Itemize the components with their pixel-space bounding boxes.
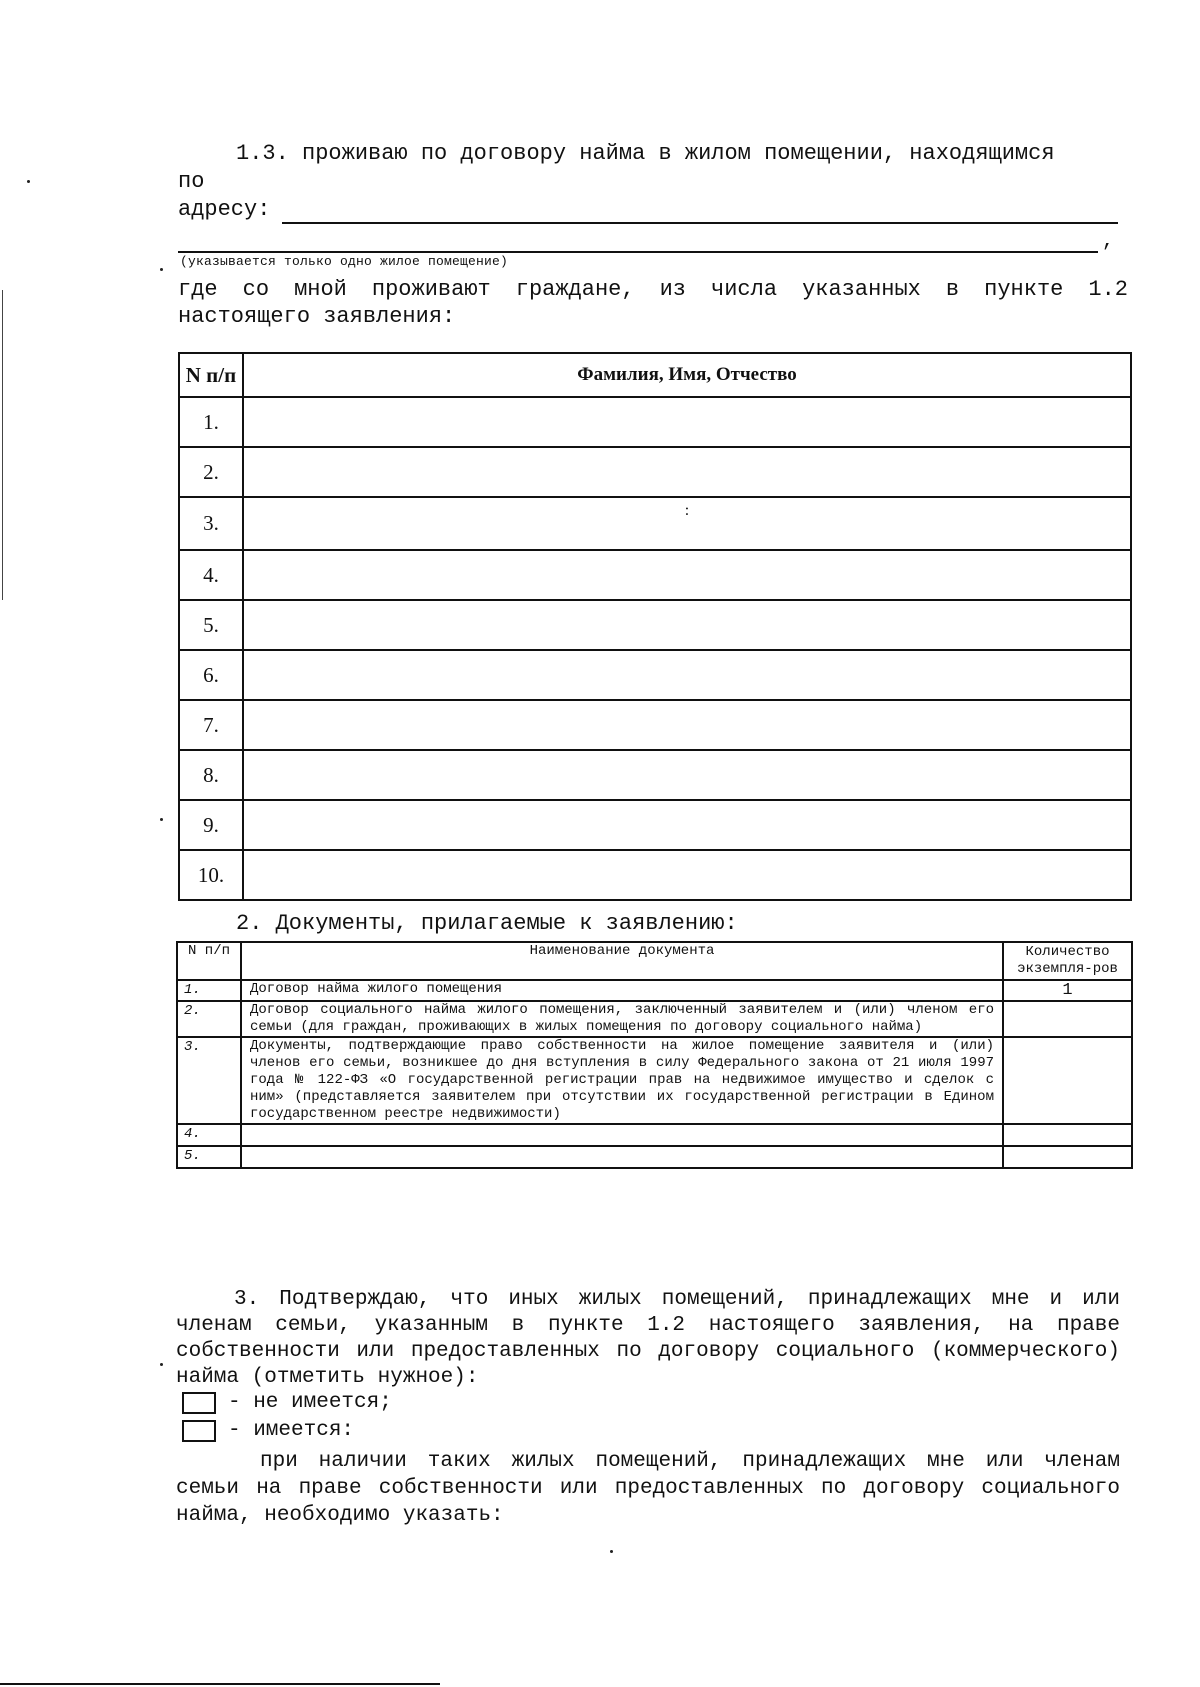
table-row (179, 850, 1131, 900)
name-cell[interactable] (243, 550, 1131, 600)
address-line-2[interactable] (178, 251, 1098, 253)
scan-edge-line (2, 290, 3, 600)
doc-qty[interactable] (1003, 1124, 1132, 1146)
name-cell[interactable] (243, 850, 1131, 900)
section-1-3-text (178, 140, 1128, 224)
row-number: 1. (179, 397, 243, 447)
table-row (177, 980, 1132, 1001)
doc-qty[interactable] (1003, 1146, 1132, 1168)
doc-name: Договор социального найма жилого помещения, заключенный заявителем и (или) членом его семьи (для граждан, проживающих в жилых помещения по договору социального найма) (241, 1001, 1003, 1037)
doc-number: 4. (177, 1124, 241, 1146)
doc-number: 2. (177, 1001, 241, 1037)
table-row (179, 447, 1131, 497)
option-none-checkbox[interactable] (182, 1392, 216, 1414)
name-cell[interactable] (243, 800, 1131, 850)
section-3-text (176, 1287, 1120, 1391)
table-row (179, 397, 1131, 447)
table-row (179, 550, 1131, 600)
residents-intro: где со мной проживают граждане, из числа указанных в пункте 1.2 настоящего заявления: (178, 277, 1128, 329)
residents-header-row (179, 353, 1131, 397)
row-number: 7. (179, 700, 243, 750)
table-row (179, 600, 1131, 650)
address-label: адресу: (178, 197, 271, 222)
table-row (179, 750, 1131, 800)
row-number: 8. (179, 750, 243, 800)
row-number: 6. (179, 650, 243, 700)
doc-qty[interactable] (1003, 1001, 1132, 1037)
doc-name: Договор найма жилого помещения (241, 980, 1003, 1001)
option-has-row (182, 1419, 354, 1442)
name-cell[interactable] (243, 600, 1131, 650)
address-comma: , (1102, 230, 1115, 253)
name-cell[interactable] (243, 700, 1131, 750)
address-line-1[interactable] (282, 222, 1118, 224)
residents-table (178, 352, 1132, 901)
section-3-note (176, 1448, 1120, 1529)
name-cell[interactable] (243, 397, 1131, 447)
table-row (179, 700, 1131, 750)
address-hint: (указывается только одно жилое помещение) (180, 254, 509, 269)
scan-dot (160, 268, 163, 271)
documents-col-qty: Количество экземпля-ров (1003, 942, 1132, 980)
name-cell[interactable] (243, 650, 1131, 700)
scan-dot (610, 1550, 613, 1553)
doc-number: 5. (177, 1146, 241, 1168)
row-number: 2. (179, 447, 243, 497)
table-row (177, 1124, 1132, 1146)
table-row (177, 1001, 1132, 1037)
row-number: 5. (179, 600, 243, 650)
scan-dot (160, 818, 163, 821)
doc-number: 1. (177, 980, 241, 1001)
table-row (179, 800, 1131, 850)
residents-col-num: N п/п (179, 353, 243, 397)
name-cell[interactable]: : (243, 497, 1131, 550)
row-number: 10. (179, 850, 243, 900)
section-1-3-line1: 1.3. проживаю по договору найма в жилом помещении, находящимся (236, 141, 1055, 166)
table-row (177, 1037, 1132, 1124)
option-has-checkbox[interactable] (182, 1420, 216, 1442)
scan-dot (27, 180, 30, 183)
documents-title: 2. Документы, прилагаемые к заявлению: (236, 911, 738, 936)
doc-qty[interactable] (1003, 1037, 1132, 1124)
row-number: 4. (179, 550, 243, 600)
doc-name[interactable] (241, 1146, 1003, 1168)
doc-name: Документы, подтверждающие право собственности на жилое помещение заявителя и (или) членов его семьи, возникшее до дня вступления в силу Федерального закона от 21 июля 1997 года № 122-ФЗ «О государственной регистрации прав на недвижимое имущество и сделок с ним» (представляется заявителем при отсутствии их государственной регистрации в Едином государственном реестре недвижимости) (241, 1037, 1003, 1124)
name-cell[interactable] (243, 447, 1131, 497)
section-3-note-text: при наличии таких жилых помещений, принадлежащих мне или членам семьи на праве собственности или предоставленных по договору социального найма, необходимо указать: (176, 1450, 1120, 1527)
documents-col-name: Наименование документа (241, 942, 1003, 980)
row-number: 3. (179, 497, 243, 550)
table-row (179, 650, 1131, 700)
documents-col-num: N п/п (177, 942, 241, 980)
documents-header-row (177, 942, 1132, 980)
doc-number: 3. (177, 1037, 241, 1124)
option-none-row (182, 1391, 392, 1414)
table-row (177, 1146, 1132, 1168)
scan-dot (160, 1363, 163, 1366)
bottom-rule (0, 1683, 440, 1685)
name-cell[interactable] (243, 750, 1131, 800)
section-3-statement: 3. Подтверждаю, что иных жилых помещений, принадлежащих мне и или членам семьи, указанным в пункте 1.2 настоящего заявления, на праве собственности или предоставленных по договору социального (коммерческого) найма (отметить нужное): (176, 1288, 1120, 1389)
option-has-label: - имеется: (228, 1419, 355, 1442)
doc-qty[interactable]: 1 (1003, 980, 1132, 1001)
section-1-3-line2: по (178, 169, 205, 194)
residents-col-name: Фамилия, Имя, Отчество (243, 353, 1131, 397)
table-row (179, 497, 1131, 550)
documents-table (176, 941, 1133, 1169)
doc-name[interactable] (241, 1124, 1003, 1146)
option-none-label: - не имеется; (228, 1391, 392, 1414)
row-number: 9. (179, 800, 243, 850)
